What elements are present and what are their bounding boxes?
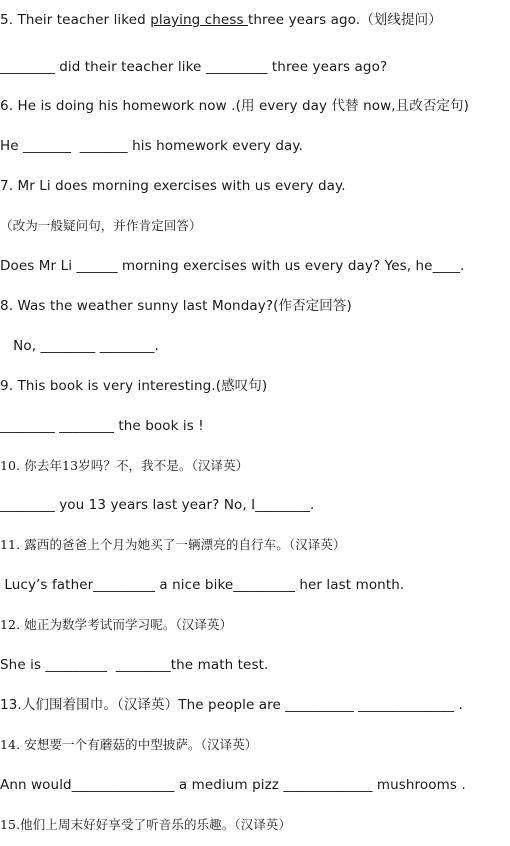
q6-prompt: 6. He is doing his homework now .(用 every day 代替 now,且改否定句) bbox=[0, 98, 470, 114]
q11-answer-line: Lucy’s father_________ a nice bike_________ her last month. bbox=[0, 577, 405, 593]
q5-underlined-phrase: playing chess bbox=[150, 12, 248, 28]
q13-prompt-and-answer: 13.人们围着围巾。（汉译英）The people are __________ ______________ . bbox=[0, 697, 463, 713]
q14-answer-line: Ann would_______________ a medium pizz _____________ mushrooms . bbox=[0, 777, 466, 793]
q5-prompt bbox=[0, 11, 442, 29]
q8-answer-line: No, ________ ________. bbox=[0, 338, 159, 354]
q12-prompt: 12. 她正为数学考试而学习呢。（汉译英） bbox=[0, 617, 233, 632]
q10-prompt: 10. 你去年13岁吗？不，我不是。（汉译英） bbox=[0, 458, 249, 473]
q9-prompt: 9. This book is very interesting.(感叹句) bbox=[0, 378, 268, 394]
q5-answer-line: ________ did their teacher like _________ three years ago? bbox=[0, 59, 388, 75]
q12-answer-line: She is _________ ________the math test. bbox=[0, 657, 269, 673]
q6-answer-line: He _______ _______ his homework every day. bbox=[0, 138, 303, 154]
q9-answer-line: ________ ________ the book is ! bbox=[0, 418, 204, 434]
q8-prompt: 8. Was the weather sunny last Monday?(作否定回答) bbox=[0, 298, 352, 314]
q15-prompt: 15.他们上周末好好享受了听音乐的乐趣。（汉译英） bbox=[0, 817, 292, 832]
q10-answer-line: ________ you 13 years last year? No, I________. bbox=[0, 497, 315, 513]
q11-prompt: 11. 露西的爸爸上个月为她买了一辆漂亮的自行车。（汉译英） bbox=[0, 537, 346, 552]
q5-prompt-end: three years ago.（划线提问） bbox=[247, 12, 442, 28]
q7-answer-line: Does Mr Li ______ morning exercises with us every day? Yes, he____. bbox=[0, 258, 465, 274]
q7-instruction: （改为一般疑问句，并作肯定回答） bbox=[0, 218, 202, 233]
q5-prompt-start: 5. Their teacher liked bbox=[0, 12, 151, 28]
q7-prompt: 7. Mr Li does morning exercises with us every day. bbox=[0, 178, 346, 194]
q14-prompt: 14. 安想要一个有蘑菇的中型披萨。（汉译英） bbox=[0, 737, 258, 752]
